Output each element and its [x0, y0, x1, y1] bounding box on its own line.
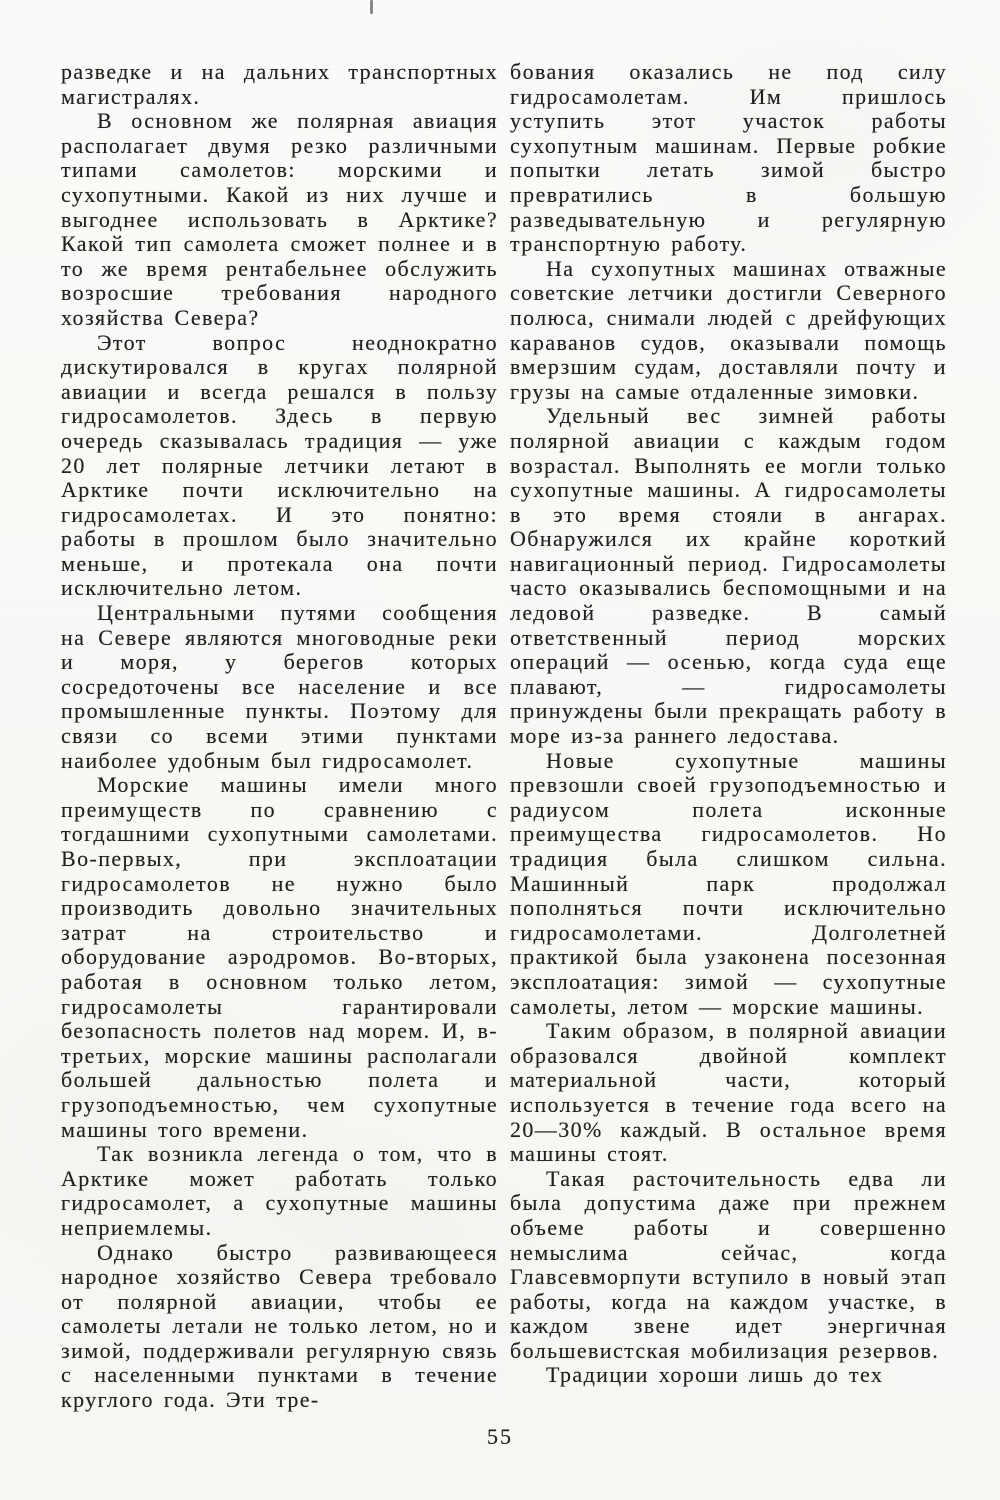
paragraph: Этот вопрос неоднократно дискутировался в кругах полярной авиации и всегда решался в пользу гидросамолетов. Здесь в первую очередь сказывалась традиция — уже 20 лет полярные летчики летают в Арктике почти исключительно на гидросамолетах. И это понятно: работы в прошлом было значительно меньше, и протекала она почти исключительно летом.	[61, 329, 498, 601]
paragraph: Новые сухопутные машины превзошли своей грузоподъемностью и радиусом полета исконные преимущества гидросамолетов. Но традиция была слишком сильна. Машинный парк продолжал пополняться почти исключительно гидросамолетами. Долголетней практикой была узаконена посезонная эксплоатация: зимой — сухопутные самолеты, летом — морские машины.	[510, 747, 947, 1019]
paragraph: Такая расточительность едва ли была допустима даже при прежнем объеме работы и совершенно немыслима сейчас, когда Главсевморпути вступило в новый этап работы, когда на каждом участке, в каждом звене идет энергичная большевистская мобилизация резервов.	[510, 1165, 947, 1363]
paragraph: Традиции хороши лишь до тех	[546, 1362, 884, 1388]
right-column	[510, 60, 947, 1413]
paragraph: бования оказались не под силу гидросамолетам. Им пришлось уступить этот участок работы сухопутным машинам. Первые робкие попытки летать зимой быстро превратились в большую разведывательную и регулярную транспортную работу.	[510, 60, 947, 257]
paragraph: Так возникла легенда о том, что в Арктике может работать только гидросамолет, а сухопутные машины неприемлемы.	[61, 1141, 498, 1240]
left-column	[61, 60, 498, 1413]
scan-artifact	[370, 0, 373, 14]
paragraph: Морские машины имели много преимуществ по сравнению с тогдашними сухопутными самолетами. Во-первых, при эксплоатации гидросамолетов не нужно было производить довольно значительных затрат на строительство и оборудование аэродромов. Во-вторых, работая в основном только летом, гидросамолеты гарантировали безопасность полетов над морем. И, в-третьих, морские машины располагали большей дальностью полета и грузоподъемностью, чем сухопутные машины того времени.	[61, 772, 498, 1142]
paragraph: Таким образом, в полярной авиации образовался двойной комплект материальной части, который используется в течение года всего на 20—30% каждый. В остальное время машины стоят.	[510, 1018, 947, 1167]
text-columns	[61, 60, 947, 1413]
page-number: 55	[487, 1424, 513, 1449]
paragraph: Однако быстро развивающееся народное хозяйство Севера требовало от полярной авиации, чтобы ее самолеты летали не только летом, но и зимой, поддерживали регулярную связь с населенными пунктами в течение круглого года. Эти тре-	[61, 1239, 498, 1413]
paragraph: На сухопутных машинах отважные советские летчики достигли Северного полюса, снимали людей с дрейфующих караванов судов, оказывали помощь вмерзшим судам, доставляли почту и грузы на самые отдаленные зимовки.	[510, 255, 947, 404]
paragraph: Удельный вес зимней работы полярной авиации с каждым годом возрастал. Выполнять ее могли только сухопутные машины. А гидросамолеты в это время стояли в ангарах. Обнаружился их крайне короткий навигационный период. Гидросамолеты часто оказывались беспомощными и на ледовой разведке. В самый ответственный период морских операций — осенью, когда суда еще плавают, — гидросамолеты принуждены были прекращать работу в море из-за раннего ледостава.	[510, 403, 947, 749]
paragraph: В основном же полярная авиация располагает двумя резко различными типами самолетов: морскими и сухопутными. Какой из них лучше и выгоднее использовать в Арктике? Какой тип самолета сможет полнее и в то же время рентабельнее обслужить возросшие требования народного хозяйства Севера?	[61, 108, 498, 330]
paragraph: Центральными путями сообщения на Севере являются многоводные реки и моря, у берегов которых сосредоточены все население и все промышленные пункты. Поэтому для связи со всеми этими пунктами наиболее удобным был гидросамолет.	[61, 600, 498, 773]
paragraph: разведке и на дальних транспортных магистралях.	[61, 60, 498, 109]
